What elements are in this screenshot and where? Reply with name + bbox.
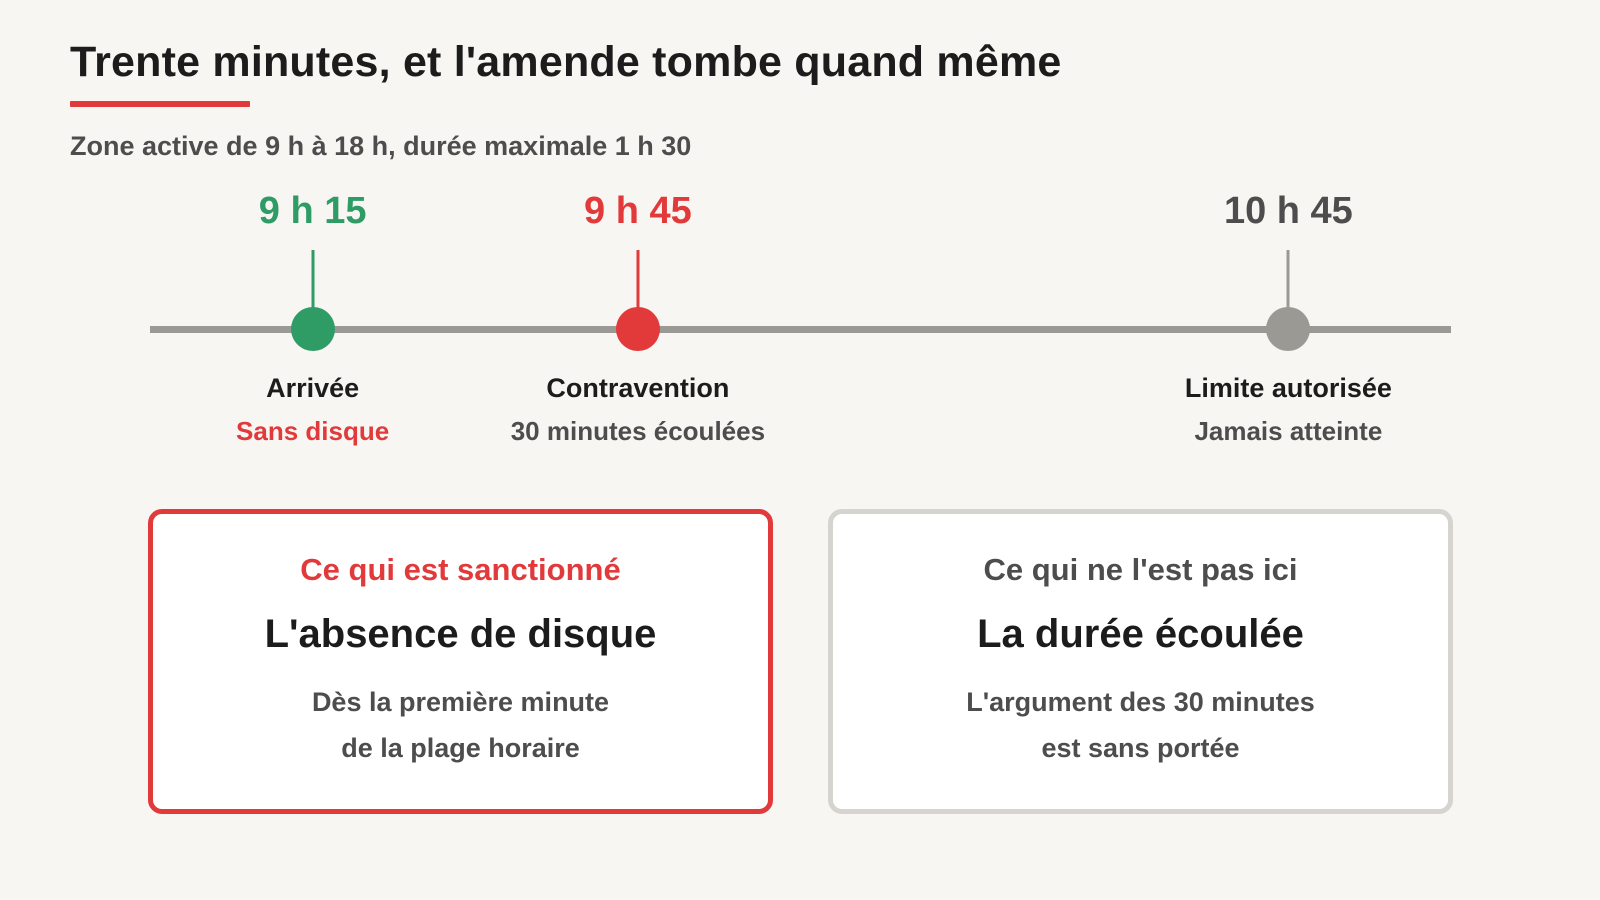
timeline-track (150, 326, 1451, 333)
card-sanctioned-heading: Ce qui est sanctionné (300, 552, 621, 587)
event-time: 9 h 45 (584, 190, 692, 232)
event-sublabel: Sans disque (236, 416, 390, 446)
title-underline (70, 101, 250, 107)
card-sanctioned-desc-line2: de la plage horaire (341, 733, 580, 763)
event-label: Contravention (546, 373, 730, 403)
event-dot (291, 307, 335, 351)
event-dot (616, 307, 660, 351)
event-label: Arrivée (266, 373, 360, 403)
event-sublabel: 30 minutes écoulées (510, 416, 766, 446)
card-not-sanctioned-description (833, 679, 1448, 771)
event-sublabel: Jamais atteinte (1194, 416, 1383, 446)
event-time: 9 h 15 (258, 190, 367, 232)
event-dot (1266, 307, 1310, 351)
card-not-sanctioned-main: La durée écoulée (977, 612, 1304, 656)
page-title: Trente minutes, et l'amende tombe quand même (70, 38, 1062, 86)
card-not-sanctioned-heading: Ce qui ne l'est pas ici (983, 552, 1298, 587)
event-label: Limite autorisée (1184, 373, 1392, 403)
card-sanctioned-description (153, 679, 768, 771)
card-not-sanctioned (828, 509, 1453, 814)
card-sanctioned (148, 509, 773, 814)
event-time: 10 h 45 (1223, 190, 1353, 232)
subtitle: Zone active de 9 h à 18 h, durée maximale 1 h 30 (70, 131, 692, 161)
card-sanctioned-desc-line1: Dès la première minute (311, 687, 610, 717)
card-sanctioned-main: L'absence de disque (264, 612, 657, 656)
card-not-sanctioned-desc-line2: est sans portée (1041, 733, 1240, 763)
card-not-sanctioned-desc-line1: L'argument des 30 minutes (966, 687, 1315, 717)
